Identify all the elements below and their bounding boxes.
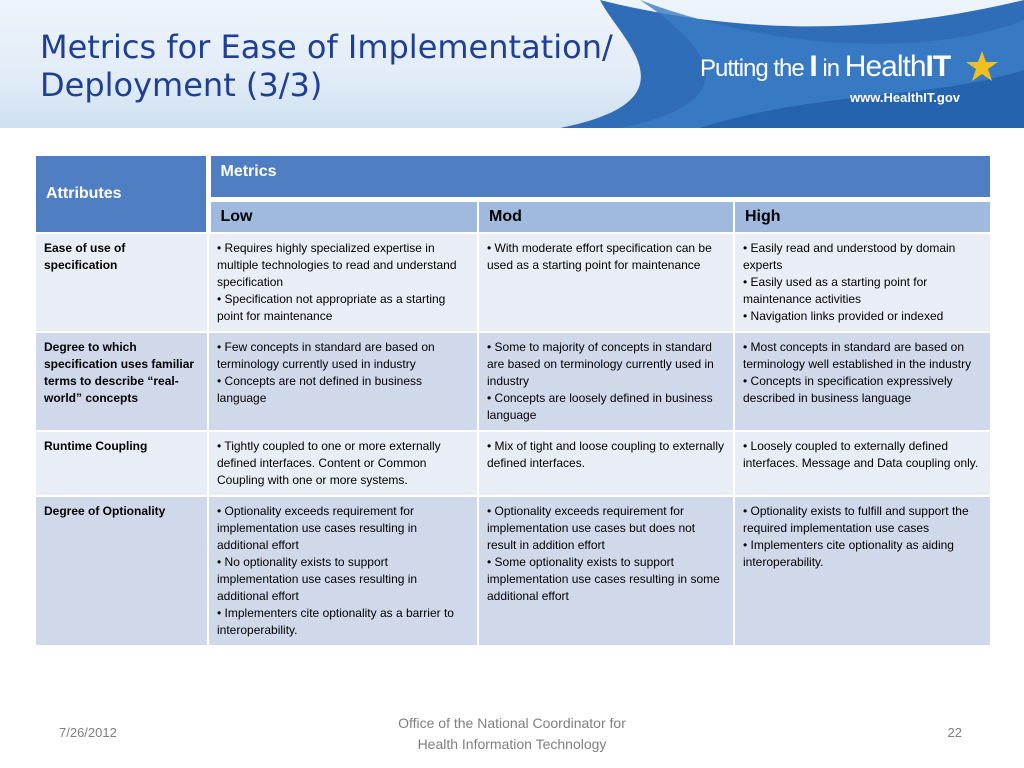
mod-header: Mod — [478, 200, 734, 234]
mod-cell — [478, 431, 734, 496]
cell-bullet: • Some to majority of concepts in standard are based on terminology currently used in industry — [487, 340, 714, 388]
title-line-1: Metrics for Ease of Implementation/ — [40, 28, 613, 66]
cell-bullet: • Loosely coupled to externally defined interfaces. Message and Data coupling only. — [743, 439, 979, 470]
cell-bullet: • Implementers cite optionality as aiding interoperability. — [743, 538, 954, 569]
healthit-logo — [700, 50, 1000, 110]
low-header: Low — [208, 200, 478, 234]
logo-url: www.HealthIT.gov — [850, 90, 961, 105]
cell-bullet: • Easily read and understood by domain experts — [743, 241, 956, 272]
row-attribute: Degree of Optionality — [35, 496, 208, 646]
row-attribute: Degree to which specification uses familiar terms to describe “real-world” concepts — [35, 332, 208, 431]
mod-cell — [478, 332, 734, 431]
title-line-2: Deployment — [40, 66, 246, 104]
table-row — [35, 431, 991, 496]
high-cell — [734, 233, 991, 332]
cell-bullet: • Optionality exceeds requirement for implementation use cases resulting in additional effort — [217, 504, 418, 552]
slide-header — [0, 0, 1024, 128]
cell-bullet: • Concepts are not defined in business language — [217, 374, 422, 405]
cell-bullet: • Some optionality exists to support implementation use cases resulting in some additional effort — [487, 555, 720, 603]
footer-date: 7/26/2012 — [59, 725, 117, 740]
cell-bullet: • Specification not appropriate as a starting point for maintenance — [217, 292, 446, 323]
cell-bullet: • Concepts are loosely defined in business language — [487, 391, 713, 422]
cell-bullet: • With moderate effort specification can be used as a starting point for maintenance — [487, 241, 712, 272]
logo-text-part2: I — [809, 50, 817, 83]
mod-cell — [478, 233, 734, 332]
cell-bullet: • Concepts in specification expressively described in business language — [743, 374, 953, 405]
title-part-number: (3/3) — [245, 66, 323, 104]
high-header: High — [734, 200, 991, 234]
cell-bullet: • Mix of tight and loose coupling to externally defined interfaces. — [487, 439, 724, 470]
table-row — [35, 332, 991, 431]
mod-cell — [478, 496, 734, 646]
cell-bullet: • Easily used as a starting point for maintenance activities — [743, 275, 928, 306]
cell-bullet: • Tightly coupled to one or more externally defined interfaces. Content or Common Coupling with one or more systems. — [217, 439, 441, 487]
attributes-header: Attributes — [35, 155, 208, 233]
low-cell — [208, 496, 478, 646]
logo-text-part5: IT — [925, 50, 951, 83]
metrics-header: Metrics — [208, 155, 991, 200]
table-row — [35, 233, 991, 332]
cell-bullet: • Most concepts in standard are based on terminology well established in the industry — [743, 340, 972, 371]
logo-wordmark — [700, 50, 950, 84]
cell-bullet: • Few concepts in standard are based on terminology currently used in industry — [217, 340, 435, 371]
logo-text-part1: Putting the — [700, 55, 810, 82]
cell-bullet: • Requires highly specialized expertise in multiple technologies to read and understand specification — [217, 241, 457, 289]
high-cell — [734, 496, 991, 646]
page-number: 22 — [947, 725, 962, 740]
low-cell — [208, 332, 478, 431]
cell-bullet: • Optionality exists to fulfill and support the required implementation use cases — [743, 504, 969, 535]
row-attribute: Ease of use of specification — [35, 233, 208, 332]
footer-organization — [352, 713, 672, 755]
logo-text-part4: Health — [844, 50, 926, 83]
footer-org-line-2: Health Information Technology — [417, 736, 607, 752]
row-attribute: Runtime Coupling — [35, 431, 208, 496]
high-cell — [734, 431, 991, 496]
low-cell — [208, 233, 478, 332]
metrics-table — [34, 154, 992, 647]
table-row — [35, 496, 991, 646]
high-cell — [734, 332, 991, 431]
slide-title — [40, 28, 613, 104]
star-icon — [965, 50, 999, 82]
low-cell — [208, 431, 478, 496]
cell-bullet: • Optionality exceeds requirement for implementation use cases but does not result in addition effort — [487, 504, 696, 552]
logo-text-part3: in — [816, 55, 845, 82]
cell-bullet: • Implementers cite optionality as a barrier to interoperability. — [217, 606, 454, 637]
footer-org-line-1: Office of the National Coordinator for — [398, 715, 626, 731]
cell-bullet: • Navigation links provided or indexed — [743, 309, 944, 323]
cell-bullet: • No optionality exists to support implementation use cases resulting in additional effort — [217, 555, 418, 603]
